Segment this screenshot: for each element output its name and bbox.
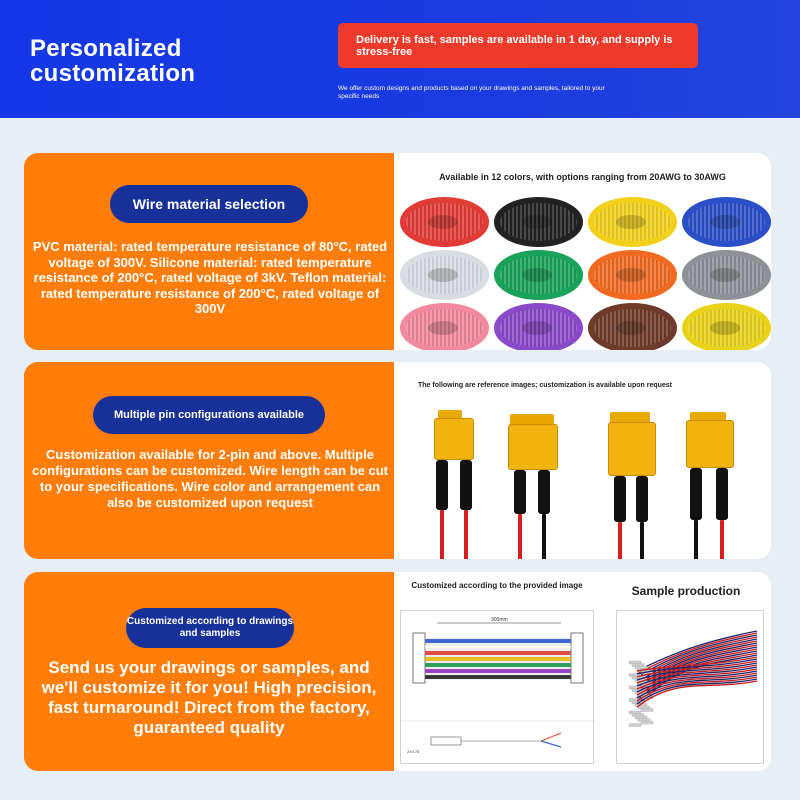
connector-image-3 bbox=[604, 412, 664, 559]
pin-config-description: Customization available for 2-pin and above. Multiple configurations can be customized. Wire length can be cut to your specifications. Wire color and arrangement can also be customized upon request bbox=[32, 447, 388, 510]
wire-spool-12 bbox=[682, 303, 771, 350]
wire-spool-3 bbox=[588, 197, 677, 247]
wire-spool-1 bbox=[400, 197, 489, 247]
technical-drawing bbox=[400, 610, 594, 764]
wire-material-right bbox=[394, 153, 771, 350]
wire-spool-grid bbox=[400, 197, 771, 350]
connector-image-2 bbox=[504, 414, 564, 559]
pin-config-panel bbox=[24, 362, 771, 559]
diagram-wire-bundle bbox=[425, 639, 571, 679]
page-title bbox=[30, 36, 195, 86]
connector-image-4 bbox=[682, 412, 742, 559]
pin-config-caption: The following are reference images; customization is available upon request bbox=[418, 382, 673, 389]
sample-photo-svg bbox=[617, 611, 764, 764]
wire-spool-2 bbox=[494, 197, 583, 247]
header-subtext: We offer custom designs and products based on your drawings and samples, tailored to your specific needs bbox=[338, 85, 605, 100]
pin-config-badge: Multiple pin configurations available bbox=[93, 396, 325, 434]
wire-spool-4 bbox=[682, 197, 771, 247]
drawing-samples-description: Send us your drawings or samples, and we'll customize it for you! High precision, fast turnaround! Direct from the factory, guaranteed quality bbox=[41, 658, 377, 737]
diagram-wire-7 bbox=[425, 675, 571, 679]
page-title-line2: customization bbox=[30, 60, 196, 87]
drawing-samples-badge: Customized according to drawings and samples bbox=[126, 608, 294, 648]
pin-config-left bbox=[24, 362, 394, 559]
wire-spool-8 bbox=[682, 250, 771, 300]
diagram-wire-4 bbox=[425, 657, 571, 661]
wire-spool-6 bbox=[494, 250, 583, 300]
diagram-caption: Customized according to the provided image bbox=[411, 581, 583, 590]
delivery-pill: Delivery is fast, samples are available in 1 day, and supply is stress-free bbox=[338, 23, 698, 68]
drawing-samples-right bbox=[394, 572, 771, 771]
header-banner bbox=[0, 0, 800, 118]
drawing-samples-panel bbox=[24, 572, 771, 771]
sample-photo bbox=[616, 610, 764, 764]
connector-image-1 bbox=[424, 410, 484, 559]
diagram-wire-2 bbox=[425, 645, 571, 649]
diagram-dimension: 900mm bbox=[491, 617, 508, 623]
sample-caption: Sample production bbox=[631, 584, 741, 598]
svg-text:2×0.75: 2×0.75 bbox=[407, 749, 420, 754]
technical-drawing-svg bbox=[401, 611, 595, 765]
diagram-wire-6 bbox=[425, 669, 571, 673]
pin-config-right bbox=[394, 362, 771, 559]
diagram-wire-5 bbox=[425, 663, 571, 667]
wire-spool-10 bbox=[494, 303, 583, 350]
page-title-line1: Personalized bbox=[30, 35, 182, 62]
wire-material-description: PVC material: rated temperature resistance of 80°C, rated voltage of 300V. Silicone material: rated temperature resistance of 200°C, rated voltage of 3kV. Teflon material: rated temperature resistance of 200°C, rated voltage of 300V bbox=[32, 239, 388, 316]
wire-colors-caption: Available in 12 colors, with options ranging from 20AWG to 30AWG bbox=[439, 172, 726, 182]
wire-spool-5 bbox=[400, 250, 489, 300]
wire-material-badge: Wire material selection bbox=[110, 185, 308, 223]
wire-spool-9 bbox=[400, 303, 489, 350]
wire-material-panel bbox=[24, 153, 771, 350]
drawing-samples-left bbox=[24, 572, 394, 771]
wire-spool-7 bbox=[588, 250, 677, 300]
diagram-wire-3 bbox=[425, 651, 571, 655]
wire-material-left bbox=[24, 153, 394, 350]
wire-spool-11 bbox=[588, 303, 677, 350]
diagram-wire-1 bbox=[425, 639, 571, 643]
